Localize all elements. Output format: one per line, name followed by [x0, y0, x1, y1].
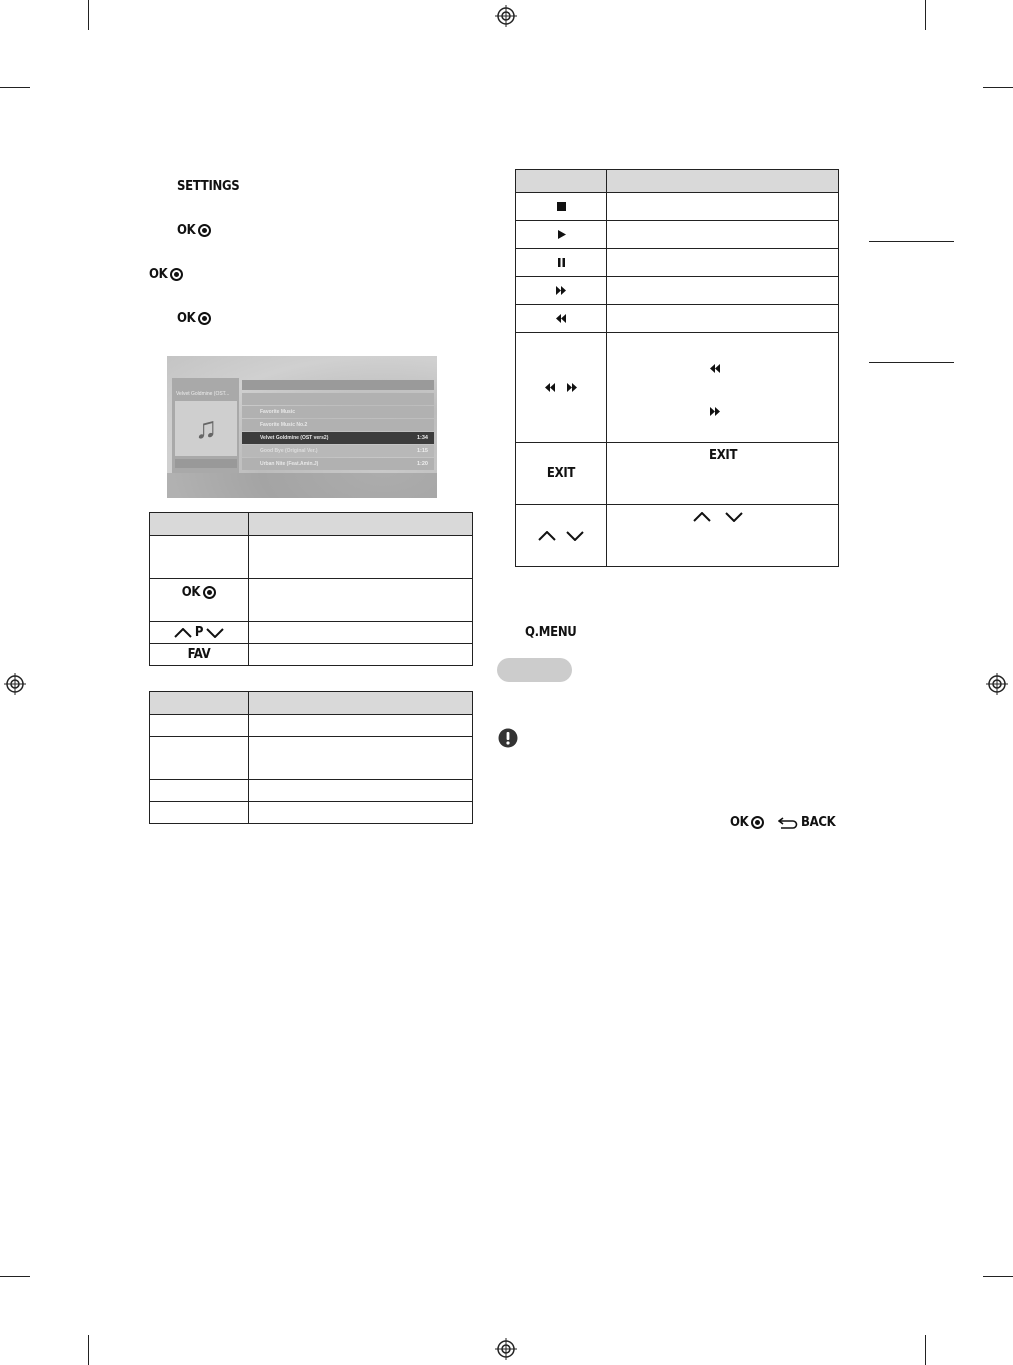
list-item-selected[interactable]: Velvet Goldmine (OST vers2) 1:34: [242, 432, 434, 444]
rewind-icon: [544, 382, 556, 393]
rewind-icon: [555, 313, 567, 324]
ok-key: OK: [177, 223, 211, 238]
registration-mark-icon: [986, 673, 1008, 695]
table-row: [516, 221, 839, 249]
list-item[interactable]: Urban Nite (Feat.Amin.J) 1:20: [242, 458, 434, 470]
caution-icon: [498, 728, 518, 748]
table-row: [150, 802, 473, 824]
registration-mark-icon: [4, 673, 26, 695]
chevron-down-icon: [206, 628, 224, 638]
crop-mark: [88, 0, 89, 30]
ok-key: OK: [177, 311, 211, 326]
chevron-down-icon: [566, 531, 584, 541]
table-row: [516, 249, 839, 277]
table-row: [150, 780, 473, 802]
table-row: [516, 333, 839, 443]
list-item[interactable]: Good Bye (Original Ver.) 1:15: [242, 445, 434, 457]
ok-icon: [198, 312, 211, 325]
exit-key: EXIT: [546, 466, 576, 481]
empty-table: [149, 691, 473, 824]
ok-icon: [198, 224, 211, 237]
qmenu-key: Q.MENU: [525, 625, 577, 640]
bottom-bar: [167, 473, 437, 498]
play-icon: [556, 229, 567, 240]
folder-button[interactable]: [175, 459, 237, 468]
table-row: [516, 443, 839, 505]
ok-key: OK: [149, 267, 183, 282]
fast-forward-icon: [709, 406, 721, 417]
stop-icon: [556, 201, 567, 212]
table-header-row: [150, 513, 473, 536]
table-row: P: [150, 622, 473, 644]
playback-key-table: [515, 169, 839, 567]
music-list-screenshot: [167, 356, 437, 498]
ok-icon: [170, 268, 183, 281]
key-table: [149, 512, 473, 666]
ok-key: OK: [730, 815, 764, 830]
settings-key: SETTINGS: [177, 179, 240, 194]
crop-mark: [0, 87, 30, 88]
table-header-row: [150, 692, 473, 715]
chevron-up-icon: [693, 512, 711, 522]
fast-forward-icon: [566, 382, 578, 393]
crop-mark: [925, 0, 926, 30]
list-item[interactable]: Favorite Music No.2: [242, 419, 434, 431]
ok-icon: [751, 816, 764, 829]
music-note-icon: ♫: [175, 401, 237, 456]
crop-mark: [983, 87, 1013, 88]
list-item[interactable]: Favorite Music: [242, 406, 434, 418]
exit-key: EXIT: [709, 448, 738, 463]
rewind-icon: [709, 363, 721, 374]
ok-icon: [203, 586, 216, 599]
table-row: [150, 536, 473, 579]
back-key: BACK: [778, 815, 835, 830]
back-arrow-icon: [778, 817, 798, 829]
crop-mark: [0, 1276, 30, 1277]
table-row: [150, 737, 473, 780]
pause-icon: [556, 257, 567, 268]
crop-mark: [88, 1335, 89, 1365]
list-header: [242, 380, 434, 390]
table-row: [516, 193, 839, 221]
table-row: [516, 305, 839, 333]
chevron-down-icon: [725, 512, 743, 522]
side-rule: [869, 241, 954, 242]
list-item[interactable]: [242, 393, 434, 405]
table-row: [516, 277, 839, 305]
chevron-up-icon: [174, 628, 192, 638]
table-row: OK: [150, 579, 473, 622]
side-rule: [869, 362, 954, 363]
registration-mark-icon: [495, 1338, 517, 1360]
now-playing-title: Velvet Goldmine (OST...: [176, 391, 230, 397]
table-row: [150, 715, 473, 737]
note-pill: [497, 658, 572, 682]
table-row: FAV: [150, 644, 473, 666]
registration-mark-icon: [495, 5, 517, 27]
table-row: [516, 505, 839, 567]
crop-mark: [925, 1335, 926, 1365]
chevron-up-icon: [538, 531, 556, 541]
crop-mark: [983, 1276, 1013, 1277]
table-header-row: [516, 170, 839, 193]
fast-forward-icon: [555, 285, 567, 296]
